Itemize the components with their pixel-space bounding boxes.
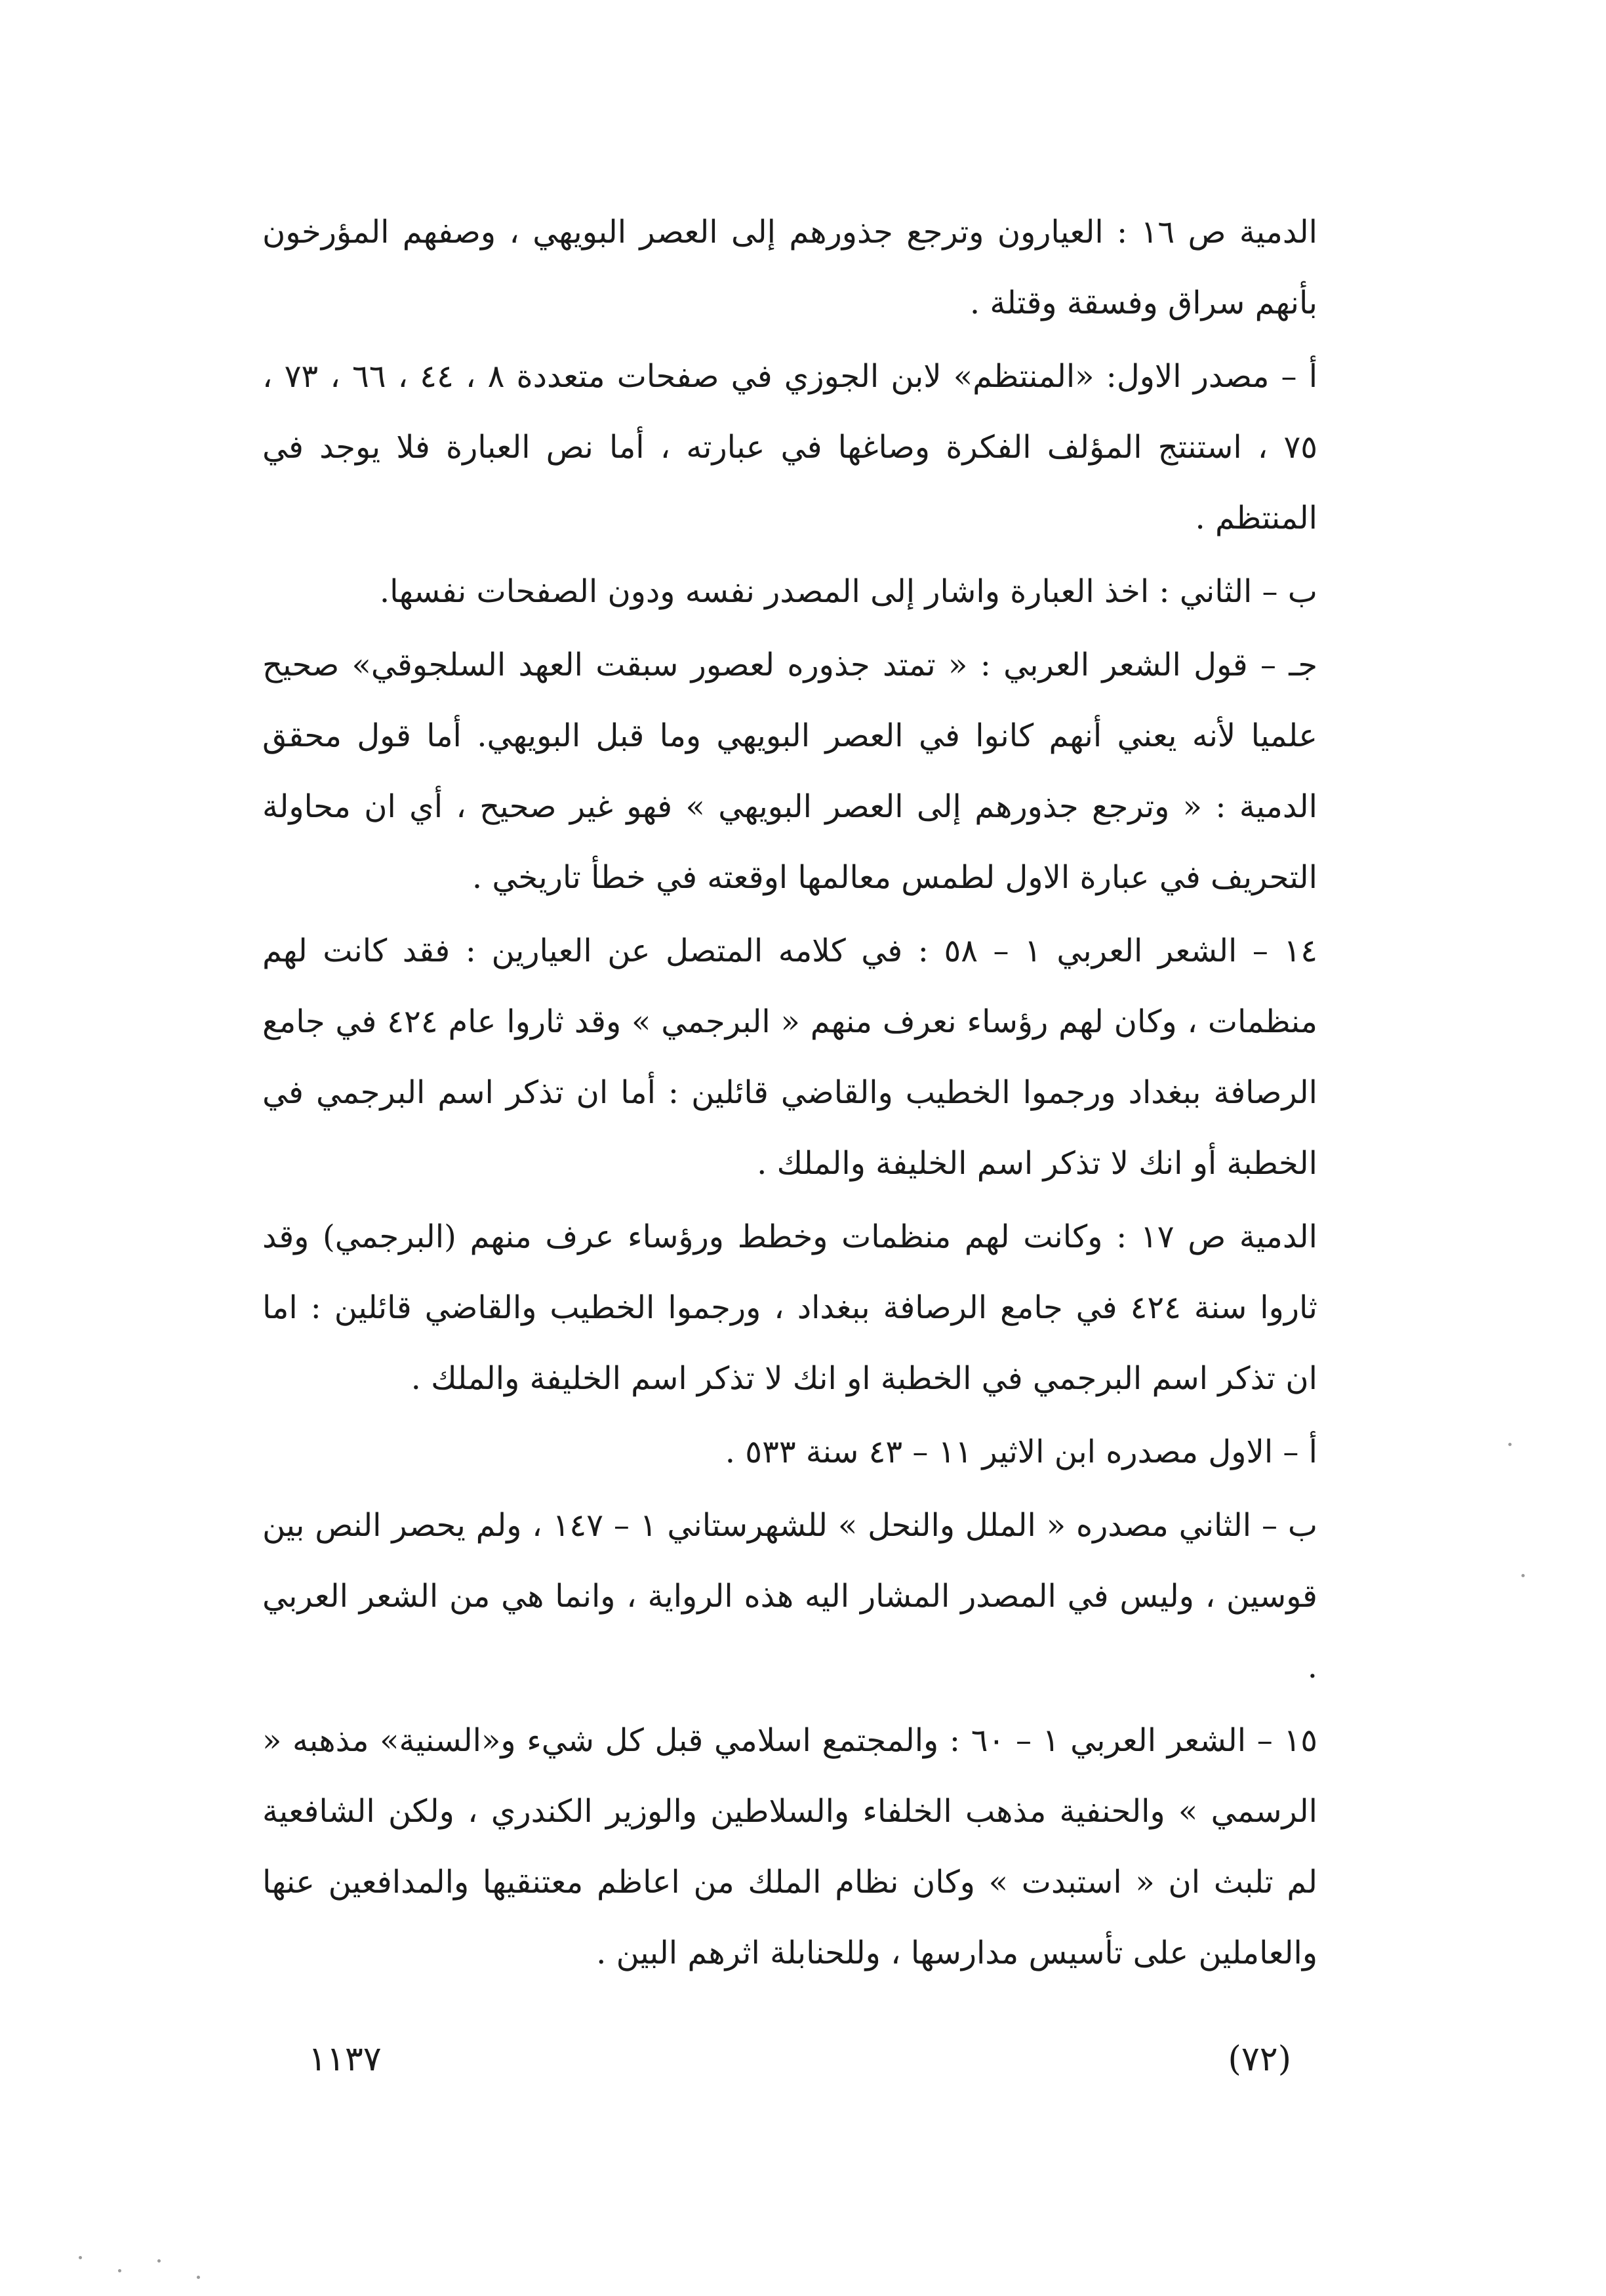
paragraph-5: ١٤ – الشعر العربي ١ – ٥٨ : في كلامه المتصل عن العيارين : فقد كانت لهم منظمات ، وكان لهم رؤساء نعرف منهم « البرجمي » وقد ثاروا عام ٤٢٤ في جامع الرصافة ببغداد ورجموا الخطيب والقاضي قائلين : أما ان تذكر اسم البرجمي في الخطبة أو انك لا تذكر اسم الخليفة والملك . (262, 933, 1318, 1182)
page-footer (282, 2040, 1317, 2085)
scan-speck (1521, 1574, 1525, 1577)
scan-speck (197, 2276, 200, 2279)
paragraph-2: أ – مصدر الاول: «المنتظم» لابن الجوزي في صفحات متعددة ٨ ، ٤٤ ، ٦٦ ، ٧٣ ، ٧٥ ، استنتج المؤلف الفكرة وصاغها في عبارته ، أما نص العبارة فلا يوجد في المنتظم . (262, 358, 1318, 536)
paragraph-7: أ – الاول مصدره ابن الاثير ١١ – ٤٣ سنة ٥٣٣ . (725, 1434, 1317, 1470)
paragraph-1: الدمية ص ١٦ : العيارون وترجع جذورهم إلى العصر البويهي ، وصفهم المؤرخون بأنهم سراق وفسقة وقتلة . (262, 214, 1317, 321)
signature-number: ١١٣٧ (308, 2040, 382, 2079)
scan-speck (157, 2259, 161, 2263)
paragraph-4: جـ – قول الشعر العربي : « تمتد جذوره لعصور سبقت العهد السلجوقي» صحيح علميا لأنه يعني أنهم كانوا في العصر البويهي وما قبل البويهي. أما قول محقق الدمية : « وترجع جذورهم إلى العصر البويهي » فهو غير صحيح ، أي ان محاولة التحريف في عبارة الاول لطمس معالمها اوقعته في خطأ تاريخي . (262, 647, 1317, 896)
scan-speck (1508, 1443, 1512, 1446)
scan-speck (79, 2256, 82, 2259)
scan-speck (118, 2269, 121, 2272)
body-text (262, 197, 1317, 1991)
page-number: (٧٢) (1228, 2040, 1291, 2079)
paragraph-8: ب – الثاني مصدره « الملل والنحل » للشهرستاني ١ – ١٤٧ ، ولم يحصر النص بين قوسين ، وليس في المصدر المشار اليه هذه الرواية ، وانما هي من الشعر العربي . (262, 1507, 1318, 1685)
paragraph-9: ١٥ – الشعر العربي ١ – ٦٠ : والمجتمع اسلامي قبل كل شيء و«السنية» مذهبه « الرسمي » والحنفية مذهب الخلفاء والسلاطين والوزير الكندري ، ولكن الشافعية لم تلبث ان « استبدت » وكان نظام الملك من اعاظم معتنقيها والمدافعين عنها والعاملين على تأسيس مدارسها ، وللحنابلة اثرهم البين . (262, 1722, 1318, 1971)
paragraph-6: الدمية ص ١٧ : وكانت لهم منظمات وخطط ورؤساء عرف منهم (البرجمي) وقد ثاروا سنة ٤٢٤ في جامع الرصافة ببغداد ، ورجموا الخطيب والقاضي قائلين : اما ان تذكر اسم البرجمي في الخطبة او انك لا تذكر اسم الخليفة والملك . (262, 1218, 1318, 1397)
paragraph-3: ب – الثاني : اخذ العبارة واشار إلى المصدر نفسه ودون الصفحات نفسها. (379, 573, 1317, 610)
